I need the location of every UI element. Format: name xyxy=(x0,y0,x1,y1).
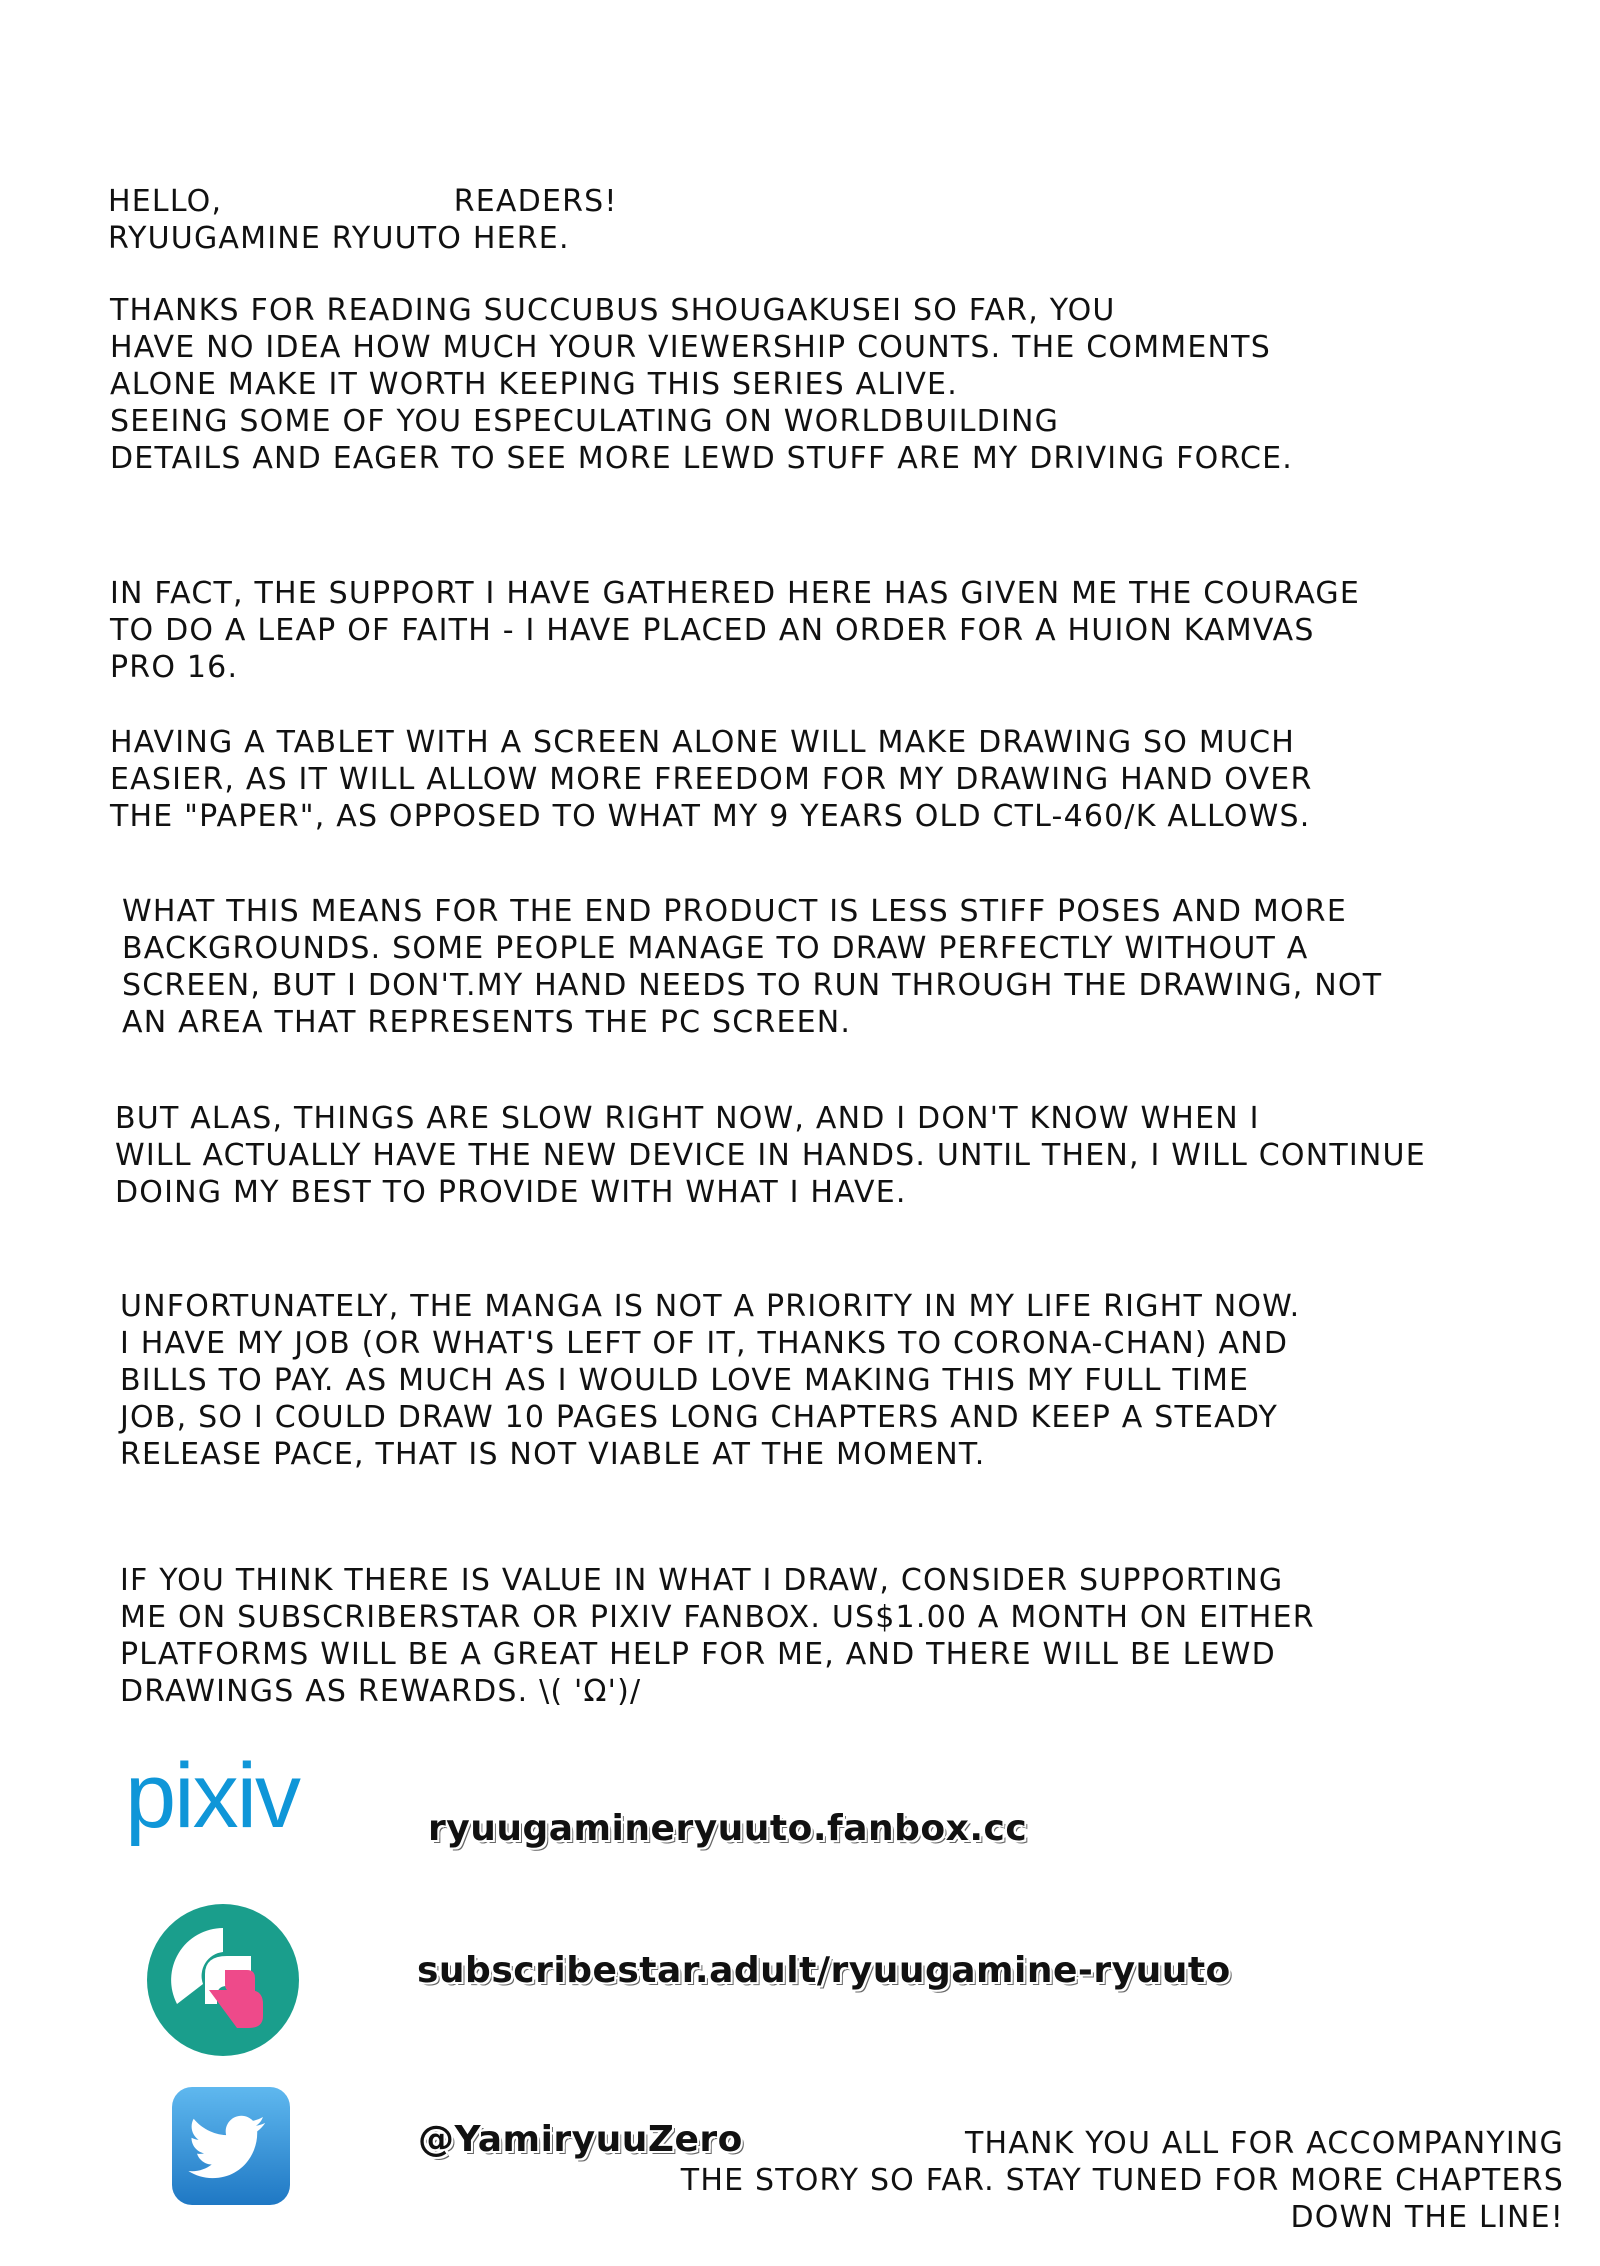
text-line: IN FACT, THE SUPPORT I HAVE GATHERED HERE HAS GIVEN ME THE COURAGE xyxy=(110,576,1360,611)
pixiv-logo-icon[interactable] xyxy=(125,1755,400,1855)
subscribestar-link[interactable]: subscribestar.adult/ryuugamine-ryuuto xyxy=(417,1950,1231,1991)
text-line: SEEING SOME OF YOU ESPECULATING ON WORLDBUILDING xyxy=(110,404,1060,439)
greeting-line-1 xyxy=(108,183,618,220)
text-line: SCREEN, BUT I DON'T.MY HAND NEEDS TO RUN THROUGH THE DRAWING, NOT xyxy=(122,968,1383,1003)
text-line: PRO 16. xyxy=(110,650,239,685)
text-line: WHAT THIS MEANS FOR THE END PRODUCT IS LESS STIFF POSES AND MORE xyxy=(122,894,1348,929)
closing-message xyxy=(681,2125,1564,2236)
text-line: THE STORY SO FAR. STAY TUNED FOR MORE CHAPTERS xyxy=(680,2163,1564,2198)
text-line: HAVE NO IDEA HOW MUCH YOUR VIEWERSHIP COUNTS. THE COMMENTS xyxy=(110,330,1271,365)
paragraph-end-product xyxy=(122,893,1382,1041)
paragraph-thanks xyxy=(110,292,1293,477)
paragraph-leap-of-faith xyxy=(110,575,1360,686)
text-line: EASIER, AS IT WILL ALLOW MORE FREEDOM FOR MY DRAWING HAND OVER xyxy=(110,762,1313,797)
text-line: BACKGROUNDS. SOME PEOPLE MANAGE TO DRAW PERFECTLY WITHOUT A xyxy=(122,931,1309,966)
text-line: DRAWINGS AS REWARDS. \( 'Ω')/ xyxy=(120,1674,642,1709)
text-line: THANK YOU ALL FOR ACCOMPANYING xyxy=(965,2126,1564,2161)
text-line: HAVING A TABLET WITH A SCREEN ALONE WILL MAKE DRAWING SO MUCH xyxy=(110,725,1296,760)
paragraph-priority xyxy=(120,1288,1300,1473)
greeting-readers: READERS! xyxy=(453,184,618,219)
text-line: UNFORTUNATELY, THE MANGA IS NOT A PRIORITY IN MY LIFE RIGHT NOW. xyxy=(120,1289,1301,1324)
text-line: IF YOU THINK THERE IS VALUE IN WHAT I DRAW, CONSIDER SUPPORTING xyxy=(120,1563,1284,1598)
pixiv-fanbox-link[interactable]: ryuugamineryuuto.fanbox.cc xyxy=(428,1808,1028,1849)
greeting-line-2: RYUUGAMINE RYUUTO HERE. xyxy=(108,221,570,256)
text-line: DETAILS AND EAGER TO SEE MORE LEWD STUFF ARE MY DRIVING FORCE. xyxy=(110,441,1294,476)
text-line: DOING MY BEST TO PROVIDE WITH WHAT I HAVE. xyxy=(115,1175,907,1210)
text-line: BUT ALAS, THINGS ARE SLOW RIGHT NOW, AND I DON'T KNOW WHEN I xyxy=(115,1101,1260,1136)
greeting xyxy=(108,183,618,257)
redacted-area xyxy=(233,190,443,216)
paragraph-tablet xyxy=(110,724,1313,835)
text-line: THANKS FOR READING SUCCUBUS SHOUGAKUSEI SO FAR, YOU xyxy=(110,293,1116,328)
text-line: AN AREA THAT REPRESENTS THE PC SCREEN. xyxy=(122,1005,852,1040)
text-line: DOWN THE LINE! xyxy=(1290,2200,1564,2235)
pixiv-logo-text: pixiv xyxy=(125,1755,300,1847)
text-line: TO DO A LEAP OF FAITH - I HAVE PLACED AN ORDER FOR A HUION KAMVAS xyxy=(110,613,1315,648)
twitter-bird-icon[interactable] xyxy=(170,2085,292,2207)
paragraph-alas xyxy=(115,1100,1426,1211)
text-line: WILL ACTUALLY HAVE THE NEW DEVICE IN HANDS. UNTIL THEN, I WILL CONTINUE xyxy=(115,1138,1426,1173)
text-line: I HAVE MY JOB (OR WHAT'S LEFT OF IT, THANKS TO CORONA-CHAN) AND xyxy=(120,1326,1289,1361)
twitter-handle-link[interactable]: @YamiryuuZero xyxy=(418,2119,743,2160)
text-line: ALONE MAKE IT WORTH KEEPING THIS SERIES ALIVE. xyxy=(110,367,958,402)
subscribestar-logo-icon[interactable] xyxy=(143,1900,303,2060)
text-line: ME ON SUBSCRIBERSTAR OR PIXIV FANBOX. US$1.00 A MONTH ON EITHER xyxy=(120,1600,1315,1635)
text-line: BILLS TO PAY. AS MUCH AS I WOULD LOVE MAKING THIS MY FULL TIME xyxy=(120,1363,1250,1398)
greeting-hello: HELLO, xyxy=(108,184,223,219)
text-line: THE "PAPER", AS OPPOSED TO WHAT MY 9 YEARS OLD CTL-460/K ALLOWS. xyxy=(110,799,1311,834)
text-line: PLATFORMS WILL BE A GREAT HELP FOR ME, AND THERE WILL BE LEWD xyxy=(120,1637,1276,1672)
paragraph-support xyxy=(120,1562,1315,1710)
text-line: JOB, SO I COULD DRAW 10 PAGES LONG CHAPTERS AND KEEP A STEADY xyxy=(120,1400,1279,1435)
text-line: RELEASE PACE, THAT IS NOT VIABLE AT THE MOMENT. xyxy=(120,1437,986,1472)
